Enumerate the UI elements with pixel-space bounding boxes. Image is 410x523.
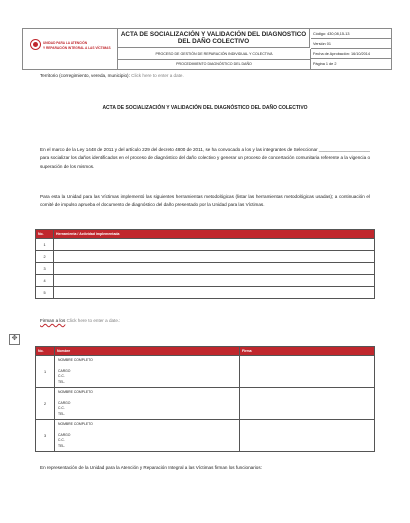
header-process: PROCESO DE GESTIÓN DE REPARACIÓN INDIVIDUAL Y COLECTIVA xyxy=(118,49,311,60)
cc: C.C. xyxy=(58,438,65,443)
sign-header-no: No. xyxy=(36,347,55,356)
table-row xyxy=(36,356,375,388)
paragraph-2: Para esta la Unidad para las Víctimas implementó las siguientes herramientas metodológicas (listar las herramientas metodológicas usadas); a continuación el comité de impulso aprueba el documento de diagnóstico del daño presentado por la Unidad para las Víctimas. xyxy=(40,194,370,208)
territory-date-field[interactable]: Click here to enter a date. xyxy=(131,73,184,78)
territory-label: Territorio (corregimiento, vereda, municipio): xyxy=(40,73,130,78)
name-cell[interactable] xyxy=(55,388,240,420)
table-row xyxy=(36,275,375,287)
tel: TEL. xyxy=(58,411,66,416)
cc: C.C. xyxy=(58,374,65,379)
org-line-1: UNIDAD PARA LA ATENCIÓN xyxy=(43,41,88,45)
row-number: 2 xyxy=(36,388,55,420)
signature-cell[interactable] xyxy=(240,388,375,420)
signatures-table xyxy=(35,346,375,452)
tools-table xyxy=(35,229,375,299)
row-number: 2 xyxy=(36,251,54,263)
full-name: NOMBRE COMPLETO xyxy=(58,358,93,362)
table-row xyxy=(36,263,375,275)
table-row xyxy=(36,239,375,251)
table-row xyxy=(36,388,375,420)
firma-line xyxy=(40,317,120,325)
tel: TEL. xyxy=(58,379,66,384)
row-number: 3 xyxy=(36,420,55,452)
tool-cell[interactable] xyxy=(54,275,375,287)
tool-cell[interactable] xyxy=(54,239,375,251)
firma-date-field[interactable]: Click here to enter a date.: xyxy=(66,318,121,323)
firma-label: Firman a los xyxy=(40,318,66,323)
full-name: NOMBRE COMPLETO xyxy=(58,422,93,426)
cargo: CARGO xyxy=(58,433,71,438)
cargo: CARGO xyxy=(58,401,71,406)
table-row xyxy=(36,287,375,299)
table-row xyxy=(36,420,375,452)
move-arrows-icon[interactable]: ✥ xyxy=(9,334,20,345)
header-table xyxy=(22,28,392,70)
final-paragraph: En representación de la Unidad para la Atención y Reparación Integral a las Víctimas firman los funcionarios: xyxy=(40,465,262,470)
row-number: 5 xyxy=(36,287,54,299)
header-code: Código: 430,08,15-13 xyxy=(311,29,391,39)
document-heading: ACTA DE SOCIALIZACIÓN Y VALIDACIÓN DEL DIAGNÓSTICO DEL DAÑO COLECTIVO xyxy=(102,105,308,111)
row-number: 3 xyxy=(36,263,54,275)
name-cell[interactable] xyxy=(55,420,240,452)
paragraph-1: En el marco de la Ley 1448 de 2011 y del artículo 229 del decreto 4800 de 2011, se ha convocado a los y las integrantes de Seleccionar ____________________ para socializar los daños identificados en el proceso de diagnóstico del daño colectivo y generar un proceso de concertación comunitaria referente a la vigencia o superación de los mismos. xyxy=(40,147,370,169)
sign-header-signature: Firma xyxy=(240,347,375,356)
org-line-2: Y REPARACIÓN INTEGRAL A LAS VÍCTIMAS xyxy=(43,46,111,50)
full-name: NOMBRE COMPLETO xyxy=(58,390,93,394)
tool-cell[interactable] xyxy=(54,263,375,275)
tel: TEL. xyxy=(58,443,66,448)
header-date: Fecha de Aprobación: 16/10/2014 xyxy=(311,49,391,59)
sign-header-name: Nombre xyxy=(55,347,240,356)
header-title: ACTA DE SOCIALIZACIÓN Y VALIDACIÓN DEL DIAGNOSTICO DEL DAÑO COLECTIVO xyxy=(118,29,310,48)
header-version: Versión 01 xyxy=(311,39,391,49)
logo xyxy=(23,29,118,69)
tool-cell[interactable] xyxy=(54,287,375,299)
table-row xyxy=(36,251,375,263)
cargo: CARGO xyxy=(58,369,71,374)
row-number: 1 xyxy=(36,356,55,388)
cc: C.C. xyxy=(58,406,65,411)
header-procedure: PROCEDIMIENTO DIAGNÓSTICO DEL DAÑO xyxy=(118,60,311,69)
tools-header-no: No. xyxy=(36,230,54,239)
territory-line xyxy=(40,72,184,80)
tool-cell[interactable] xyxy=(54,251,375,263)
signature-cell[interactable] xyxy=(240,420,375,452)
tools-header-tool: Herramienta / Actividad implementada xyxy=(54,230,375,239)
signature-cell[interactable] xyxy=(240,356,375,388)
row-number: 1 xyxy=(36,239,54,251)
logo-mark-icon xyxy=(30,39,41,50)
header-page: Página 1 de 2 xyxy=(313,62,337,66)
name-cell[interactable] xyxy=(55,356,240,388)
row-number: 4 xyxy=(36,275,54,287)
